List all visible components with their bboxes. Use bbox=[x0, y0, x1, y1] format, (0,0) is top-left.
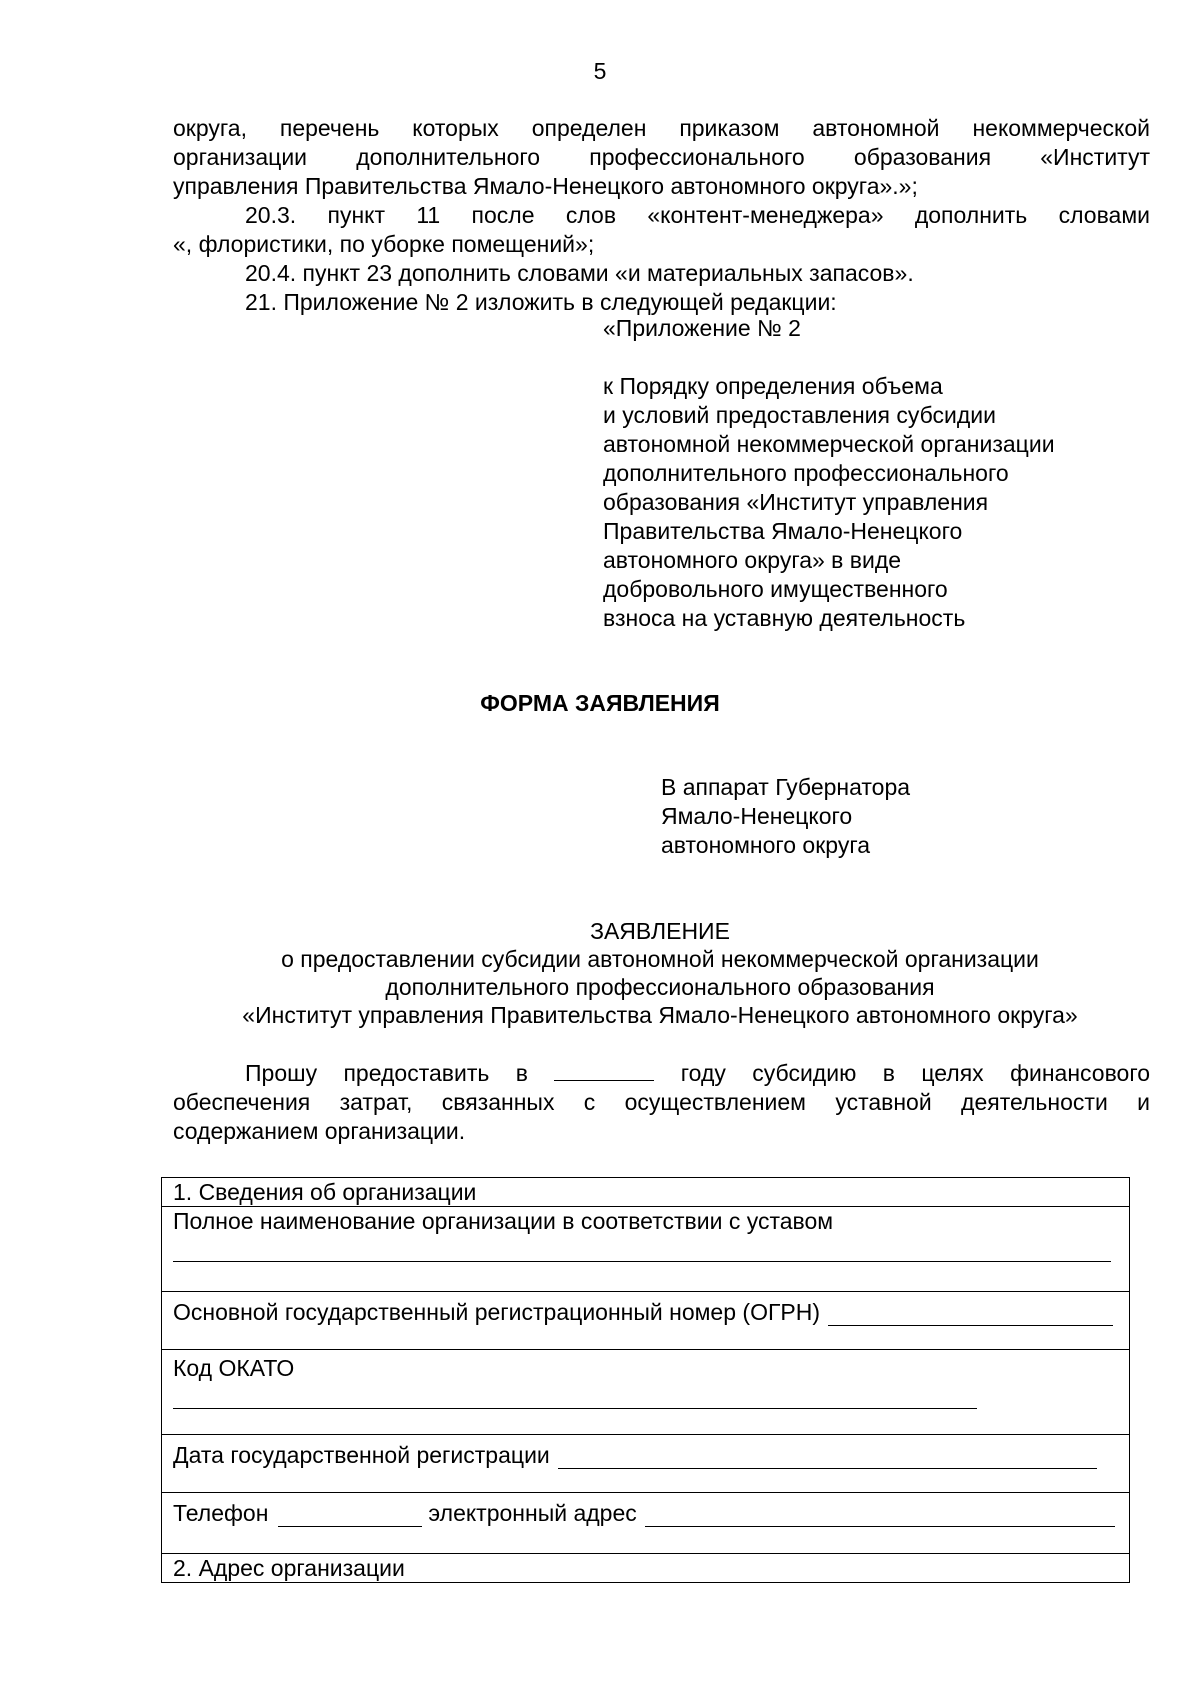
addressee-line: В аппарат Губернатора bbox=[661, 774, 911, 800]
form-heading: ФОРМА ЗАЯВЛЕНИЯ bbox=[480, 690, 720, 716]
full-name-cell bbox=[162, 1207, 1130, 1292]
table-row bbox=[162, 1350, 1130, 1435]
application-subtitle-line: «Институт управления Правительства Ямало-Ненецкого автономного округа» bbox=[242, 1002, 1078, 1028]
appendix-line: дополнительного профессионального bbox=[603, 460, 1009, 486]
addressee-line: автономного округа bbox=[661, 832, 870, 858]
table-row bbox=[162, 1435, 1130, 1493]
contacts-cell bbox=[162, 1493, 1130, 1554]
ogrn-label: Основной государственный регистрационный номер (ОГРН) bbox=[173, 1299, 821, 1325]
okato-label: Код ОКАТО bbox=[173, 1355, 295, 1381]
intro-line: организации дополнительного профессионального образования «Институт bbox=[173, 144, 1150, 170]
ogrn-cell bbox=[162, 1292, 1130, 1350]
email-input-line[interactable] bbox=[645, 1502, 1115, 1527]
section-2-title: 2. Адрес организации bbox=[162, 1554, 1130, 1583]
item-21: 21. Приложение № 2 изложить в следующей редакции: bbox=[245, 289, 837, 315]
table-row bbox=[162, 1178, 1130, 1207]
year-blank-field[interactable] bbox=[554, 1058, 654, 1081]
phone-input-line[interactable] bbox=[278, 1502, 422, 1527]
appendix-line: добровольного имущественного bbox=[603, 576, 948, 602]
application-title-block bbox=[0, 917, 1200, 1029]
request-text-part1: Прошу предоставить в bbox=[245, 1060, 528, 1086]
okato-cell bbox=[162, 1350, 1130, 1435]
appendix-title: «Приложение № 2 bbox=[603, 315, 801, 341]
full-name-label: Полное наименование организации в соответствии с уставом bbox=[173, 1208, 834, 1234]
item-20-3-line2: «, флористики, по уборке помещений»; bbox=[173, 231, 595, 257]
organization-info-table bbox=[161, 1177, 1130, 1583]
application-title: ЗАЯВЛЕНИЕ bbox=[590, 918, 730, 944]
email-label: электронный адрес bbox=[428, 1500, 637, 1526]
page-number: 5 bbox=[593, 58, 607, 84]
table-row bbox=[162, 1292, 1130, 1350]
addressee-block bbox=[661, 773, 910, 860]
table-row bbox=[162, 1493, 1130, 1554]
application-subtitle-line: дополнительного профессионального образования bbox=[385, 974, 935, 1000]
appendix-line: образования «Институт управления bbox=[603, 489, 989, 515]
table-row bbox=[162, 1554, 1130, 1583]
item-20-3-line1: 20.3. пункт 11 после слов «контент-менеджера» дополнить словами bbox=[245, 202, 1150, 228]
intro-line: управления Правительства Ямало-Ненецкого автономного округа».»; bbox=[173, 173, 918, 199]
application-subtitle-line: о предоставлении субсидии автономной некоммерческой организации bbox=[281, 946, 1039, 972]
appendix-line: и условий предоставления субсидии bbox=[603, 402, 996, 428]
request-line2: обеспечения затрат, связанных с осуществлением уставной деятельности и bbox=[173, 1089, 1150, 1115]
request-line1 bbox=[173, 1058, 1150, 1088]
phone-label: Телефон bbox=[173, 1500, 269, 1526]
okato-input-line[interactable] bbox=[173, 1382, 977, 1409]
section-1-title: 1. Сведения об организации bbox=[162, 1178, 1130, 1207]
item-20-4: 20.4. пункт 23 дополнить словами «и материальных запасов». bbox=[245, 260, 914, 286]
intro-line: округа, перечень которых определен приказом автономной некоммерческой bbox=[173, 115, 1150, 141]
request-paragraph bbox=[173, 1058, 1150, 1146]
appendix-line: автономного округа» в виде bbox=[603, 547, 902, 573]
appendix-line: к Порядку определения объема bbox=[603, 373, 943, 399]
table-row bbox=[162, 1207, 1130, 1292]
appendix-header bbox=[603, 314, 1055, 633]
appendix-line: взноса на уставную деятельность bbox=[603, 605, 966, 631]
reg-date-input-line[interactable] bbox=[558, 1444, 1097, 1469]
request-text-part2: году субсидию в целях финансового bbox=[680, 1060, 1151, 1086]
request-line3: содержанием организации. bbox=[173, 1118, 466, 1144]
reg-date-cell bbox=[162, 1435, 1130, 1493]
appendix-line: Правительства Ямало-Ненецкого bbox=[603, 518, 963, 544]
addressee-line: Ямало-Ненецкого bbox=[661, 803, 853, 829]
intro-paragraph bbox=[173, 114, 1150, 317]
reg-date-label: Дата государственной регистрации bbox=[173, 1442, 550, 1468]
ogrn-input-line[interactable] bbox=[828, 1301, 1113, 1326]
appendix-line: автономной некоммерческой организации bbox=[603, 431, 1055, 457]
full-name-input-line[interactable] bbox=[173, 1235, 1111, 1262]
